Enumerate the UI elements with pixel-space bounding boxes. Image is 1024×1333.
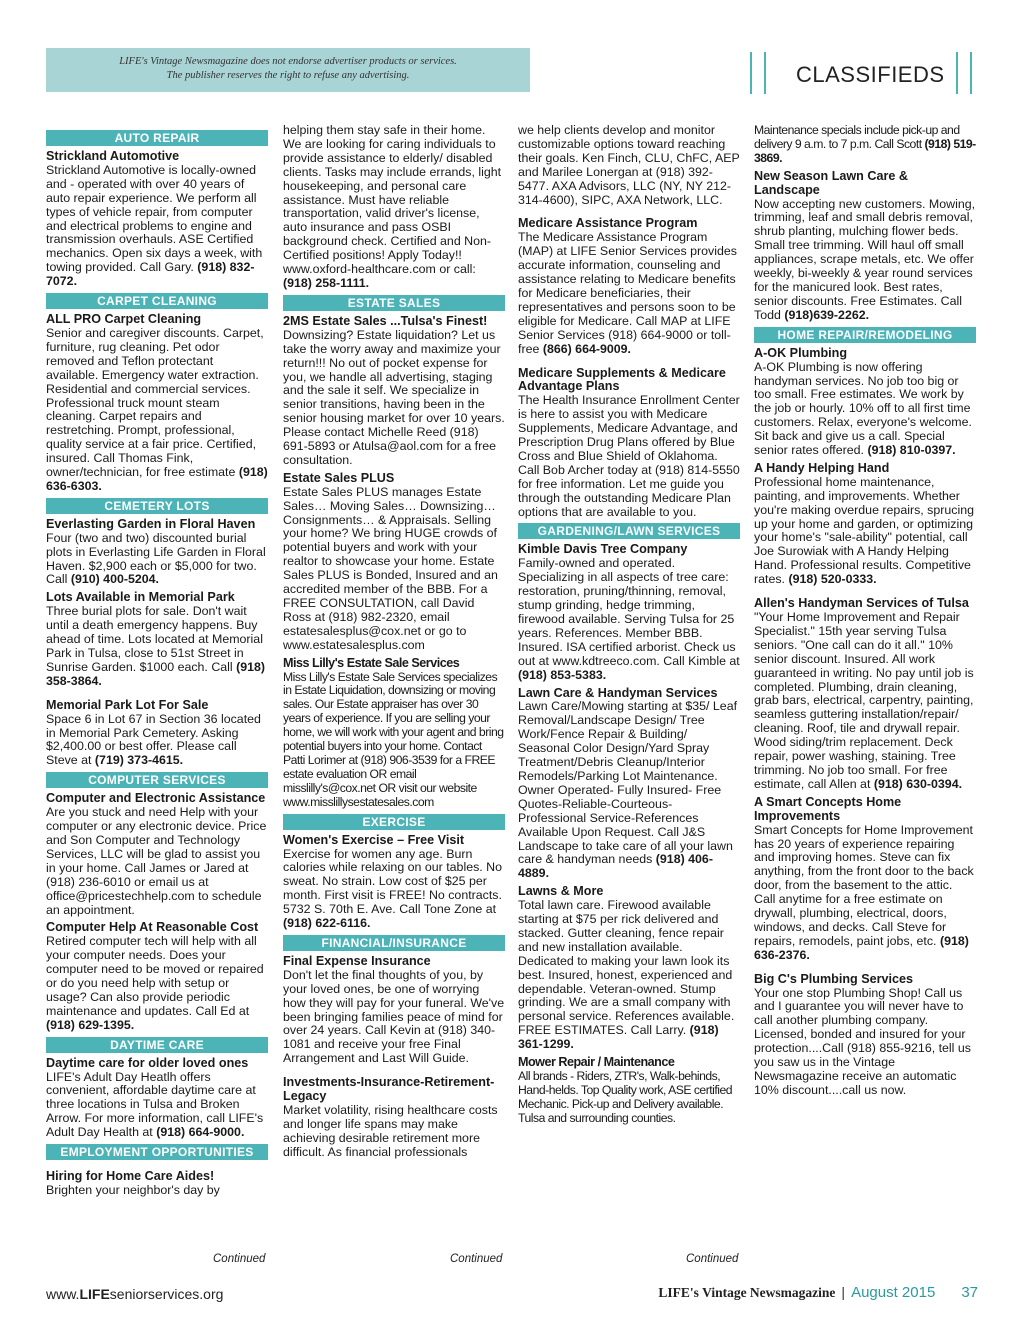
classified-ad [46, 699, 268, 769]
ad-title: A-OK Plumbing [754, 345, 848, 360]
ad-title: New Season Lawn Care & Landscape [754, 168, 908, 197]
footer-info [658, 1284, 978, 1301]
disclaimer-box [46, 48, 530, 92]
classified-ad [283, 657, 505, 810]
ad-phone: (918) 520-0333. [788, 572, 877, 587]
ad-body: Lawn Care/Mowing starting at $35/ Leaf Removal/Landscape Design/ Tree Work/Fence Repair & Building/ Seasonal Color Design/Yard Spray Treatment/Debris Cleanup/Interior Remodels/Parking Lot Maintenance. Owner Operated- Fully Insured- Free Quotes-Reliable-Courteous-Professional Service-References Available Upon Request. Call J&S Landscape to take care of all your lawn care & handyman needs [518, 699, 738, 867]
section-title-block [750, 52, 980, 94]
ad-title: Kimble Davis Tree Company [518, 542, 688, 557]
ad-title: Women's Exercise – Free Visit [283, 832, 465, 847]
category-header: FINANCIAL/INSURANCE [283, 935, 505, 951]
classified-ad [518, 885, 740, 1052]
footer-date: August 2015 [851, 1284, 936, 1301]
footer-magazine-name: LIFE's Vintage Newsmagazine [658, 1285, 836, 1300]
ad-title: Medicare Assistance Program [518, 216, 698, 231]
ad-body: Are you stuck and need Help with your computer or any electronic device. Price and Son Computer and Technology Services, LLC will be glad to assist you in your home. Call James or Jared at (918) 236-6010 or email us at office@pricestechhelp.com to schedule an appointment. [46, 805, 267, 917]
ad-title: Hiring for Home Care Aides! [46, 1169, 215, 1184]
ad-phone: (918) 406-4889. [518, 852, 713, 881]
ad-body: Four (two and two) discounted burial plots in Everlasting Life Garden in Floral Haven. $2,900 each or $5,000 for two. Call [46, 530, 266, 587]
ad-title: Mower Repair / Maintenance [518, 1055, 675, 1070]
classified-column-4 [754, 124, 976, 1102]
category-header: CEMETERY LOTS [46, 498, 268, 514]
ad-phone: (918) 810-0397. [867, 443, 956, 458]
classified-ad [283, 834, 505, 931]
classified-ad [518, 217, 740, 356]
ad-title: A Handy Helping Hand [754, 460, 890, 475]
ad-body: Estate Sales PLUS manages Estate Sales… Moving Sales… Downsizing… Consignments… & Appraisals. Selling your home? We bring HUGE crowds of potential buyers and work with your realtor to showcase your home. Estate Sales PLUS is Bonded, Insured and an accredited member of the BBB. For a FREE CONSULTATION, call David Ross at (918) 982-2320, email estatesalesplus@cox.net or go to www.estatesalesplus.com [283, 484, 498, 652]
ad-title: Strickland Automotive [46, 149, 180, 163]
ad-body: Miss Lilly's Estate Sale Services specializes in Estate Liquidation, downsizing or moving sales. Our Estate appraiser has over 30 years of experience. If you are selling your home, we will work with your agent and bring potential buyers into your home. Contact Patti Lorimer at (918) 906-3539 for a FREE estate evaluation OR email misslilly's@cox.net OR visit our website www.misslillysestatesales.com [283, 669, 504, 809]
ad-body: Space 6 in Lot 67 in Section 36 located in Memorial Park Cemetery. Asking $2,400.00 or best offer. Please call Steve at [46, 711, 261, 768]
ad-body: Exercise for women any age. Burn calories while relaxing on our tables. No sweat. No strain. Low cost of $25 per month. First visit is FREE! No contracts. 5732 S. 70th E. Ave. Call Tone Zone at [283, 846, 503, 917]
classified-ad [46, 518, 268, 588]
ad-title: Estate Sales PLUS [283, 470, 395, 485]
classified-ad [46, 1170, 268, 1198]
disclaimer-line-1: LIFE's Vintage Newsmagazine does not endorse advertiser products or services. [119, 56, 457, 67]
classified-ad [518, 543, 740, 682]
ad-title: Miss Lilly's Estate Sale Services [283, 655, 460, 670]
classified-ad [518, 687, 740, 882]
classified-column-1 [46, 124, 268, 1202]
disclaimer-line-2: The publisher reserves the right to refuse any advertising. [166, 70, 410, 81]
category-header: AUTO REPAIR [46, 130, 268, 146]
footer-website[interactable] [46, 1286, 223, 1302]
ad-title: Daytime care for older loved ones [46, 1055, 249, 1070]
ad-body: Three burial plots for sale. Don't wait until a death emergency happens. Buy ahead of time. Lots located at Memorial Park in Tulsa, close to 51st Street in Sunrise Garden. $1000 each. Call [46, 604, 263, 674]
ad-body: LIFE's Adult Day Heatlh offers convenient, affordable daytime care at three locations in Tulsa and Broken Arrow. For more information, call LIFE's Adult Day Health at [46, 1069, 264, 1140]
ad-body: Maintenance specials include pick-up and delivery 9 a.m. to 7 p.m. Call Scott [754, 123, 960, 151]
ad-body: Smart Concepts for Home Improvement has 20 years of experience repairing and improving homes. Steve can fix anything, from the front door to the back door, from the basement to the attic. Call anytime for a free estimate on drywall, plumbing, electrical, doors, windows, and decks. Call Steve for repairs, remodels, paint jobs, etc. [754, 822, 974, 948]
category-header: DAYTIME CARE [46, 1037, 268, 1053]
ad-phone: (910) 400-5204. [70, 572, 159, 587]
ad-phone: (719) 373-4615. [94, 753, 184, 768]
ad-phone: (918) 664-9000. [156, 1125, 245, 1140]
classified-ad [754, 973, 976, 1098]
classified-ad [518, 124, 740, 207]
category-header: GARDENING/LAWN SERVICES [518, 523, 740, 539]
ad-phone: (918) 630-0394. [873, 776, 963, 791]
ad-body: Total lawn care. Firewood available starting at $75 per rick delivered and stacked. Gutter cleaning, fence repair and new installation available. Dedicated to making your lawn look its best. Insured, honest, experienced and dependable. Veteran-owned. Stump grinding. We are a small company with personal service. References available. FREE ESTIMATES. Call Larry. [518, 898, 735, 1038]
footer-url-suffix: seniorservices.org [109, 1286, 224, 1302]
ad-body: A-OK Plumbing is now offering handyman services. No job too big or too small. Free estimates. We work by the job or hourly. 10% off to all first time customers. Relax, everyone's welcome. Sit back and give us a call. Special senior rates offered. [754, 359, 972, 458]
ad-phone: (918) 832-7072. [46, 260, 255, 289]
ad-phone: (918) 258-1111. [283, 275, 370, 290]
ad-title: 2MS Estate Sales ...Tulsa's Finest! [283, 313, 488, 328]
category-header: EMPLOYMENT OPPORTUNITIES [46, 1144, 268, 1160]
ad-body: Professional home maintenance, painting, and improvements. Whether you're making overdue repairs, sprucing up your home and garden, or optimizing your home's "sale-ability" potential, call Joe Surowiak with A Handy Helping Hand. Professional results. Competitive rates. [754, 474, 975, 587]
ad-title: Lots Available in Memorial Park [46, 590, 235, 605]
footer-url-bold: LIFE [79, 1286, 110, 1302]
ad-body: helping them stay safe in their home. We are looking for caring individuals to provide assistance to elderly/ disabled clients. Tasks may include errands, light housekeeping, and personal care assistance. Must have reliable transportation, valid driver's license, auto insurance and pass OSBI background check. Certified and Non-Certified positions! Apply Today!! www.oxford-healthcare.com or call: [283, 123, 502, 277]
category-header: EXERCISE [283, 814, 505, 830]
ad-body: Strickland Automotive is locally-owned and - operated with over 40 years of auto repair experience. We perform all types of vehicle repair, from computer and electrical problems to engine and transmission overhauls. ASE Certified mechanics. Open six days a week, with towing provided. Call Gary. [46, 162, 263, 275]
ad-title: Allen's Handyman Services of Tulsa [754, 596, 969, 611]
classified-ad [46, 792, 268, 917]
ad-title: Final Expense Insurance [283, 953, 431, 968]
ad-phone: (918) 361-1299. [518, 1023, 719, 1052]
category-header: HOME REPAIR/REMODELING [754, 327, 976, 343]
ad-body: we help clients develop and monitor customizable options toward reaching their goals. Ken Finch, CLU, ChFC, AEP and Marilee Lonergan at (918) 392-5477. AXA Advisors, LLC (NY, NY 212-314-4600), SIPC, AXA Network, LLC. [518, 123, 740, 207]
divider-bar-icon [750, 52, 752, 94]
ad-phone: (918) 636-2376. [754, 933, 969, 962]
continued-label: Continued [450, 1253, 503, 1265]
ad-body: The Health Insurance Enrollment Center is here to assist you with Medicare Supplements, Medicare Advantage, and Prescription Drug Plans offered by Blue Cross and Blue Shield of Oklahoma. Call Bob Archer today at (918) 814-5550 for free information. Let me guide you through the outstanding Medicare Plan options that are available to you. [518, 393, 740, 519]
classified-column-3 [518, 124, 740, 1130]
ad-body: Retired computer tech will help with all your computer needs. Does your computer need to be moved or repaired or do you need help with setup or usage? Can also provide periodic maintenance and updates. Call Ed at [46, 934, 264, 1018]
classified-ad [283, 1076, 505, 1159]
category-header: CARPET CLEANING [46, 293, 268, 309]
classified-ad [754, 124, 976, 166]
continued-label: Continued [213, 1253, 266, 1265]
ad-title: ALL PRO Carpet Cleaning [46, 312, 202, 327]
classified-ad [518, 1056, 740, 1126]
divider-bar-icon [970, 52, 972, 94]
classified-ad [518, 367, 740, 520]
classified-ad [283, 315, 505, 468]
ad-body: "Your Home Improvement and Repair Specialist." 15th year serving Tulsa seniors. "One call can do it all." 10% senior discount. Insured. All work guaranteed in writing. No pay until job is completed. Plumbing, drain cleaning, grab bars, electrical, carpentry, painting, seamless guttering installation/repair/ cleaning. Roof, tile and drywall repair. Wood siding/trim replacement. Deck repair, power washing, staining. Tree trimming. No job too small. For free estimate, call Allen at [754, 610, 974, 791]
section-title: CLASSIFIEDS [796, 62, 945, 87]
ad-body: Your one stop Plumbing Shop! Call us and I guarantee you will never have to call another plumbing company. Licensed, bonded and insured for your protection....Call (918) 855-9216, tell us you saw us in the Vintage Newsmagazine receive an automatic 10% discount....call us now. [754, 985, 971, 1097]
ad-title: Investments-Insurance-Retirement-Legacy [283, 1075, 495, 1104]
category-header: COMPUTER SERVICES [46, 772, 268, 788]
ad-body: Downsizing? Estate liquidation? Let us take the worry away and maximize your return!!! No out of pocket expense for you, we handle all advertising, staging and the sale it self. We specialize in senior transitions, having been in the senior housing market for over 10 years. Please contact Michelle Reed (918) 691-5893 or Atulsa@aol.com for a free consultation. [283, 327, 505, 467]
ad-phone: (918) 853-5383. [518, 667, 607, 682]
divider-bar-icon [764, 52, 766, 94]
ad-title: Lawns & More [518, 884, 604, 899]
ad-phone: (918)639-2262. [784, 307, 870, 322]
classified-ad [46, 313, 268, 494]
classified-ad [754, 796, 976, 963]
classified-ad [46, 150, 268, 289]
ad-body: Market volatility, rising healthcare costs and longer life spans may make achieving desirable retirement more difficult. As financial professionals [283, 1103, 498, 1159]
ad-phone: (918) 519-3869. [754, 136, 976, 165]
ad-phone: (918) 622-6116. [283, 916, 371, 931]
ad-phone: (918) 636-6303. [46, 465, 268, 493]
ad-title: Lawn Care & Handyman Services [518, 685, 718, 700]
ad-phone: (866) 664-9009. [542, 341, 631, 356]
page-number: 37 [961, 1284, 978, 1301]
classified-ad [754, 462, 976, 587]
ad-title: Medicare Supplements & Medicare Advantage Plans [518, 365, 726, 394]
ad-body: Family-owned and operated. Specializing in all aspects of tree care: restoration, pruning/thinning, removal, stump grinding, hedge trimming, firewood available. Serving Tulsa for 25 years. References. Member BBB. Insured. ISA certified arborist. Check us out at www.kdtreeco.com. Call Kimble at [518, 556, 740, 668]
ad-title: Everlasting Garden in Floral Haven [46, 516, 256, 531]
ad-title: Computer Help At Reasonable Cost [46, 920, 259, 935]
divider-bar-icon [956, 52, 958, 94]
classified-ad [754, 347, 976, 458]
classified-ad [283, 124, 505, 291]
footer-separator: | [841, 1284, 846, 1300]
classified-ad [283, 955, 505, 1066]
classified-ad [46, 921, 268, 1032]
ad-title: A Smart Concepts Home Improvements [754, 794, 902, 823]
classified-ad [754, 597, 976, 792]
ad-body: Don't let the final thoughts of you, by your loved ones, be one of worrying how they will pay for your funeral. We've been bringing families peace of mind for over 24 years. Call Kevin at (918) 340-1081 and receive your free Final Arrangement and Last Will Guide. [283, 967, 505, 1066]
continued-label: Continued [686, 1253, 739, 1265]
classified-column-2 [283, 124, 505, 1164]
ad-body: Brighten your neighbor's day by [46, 1183, 220, 1197]
ad-title: Memorial Park Lot For Sale [46, 697, 209, 712]
footer-url-prefix: www. [46, 1286, 80, 1302]
ad-phone: (918) 629-1395. [46, 1017, 135, 1032]
ad-body: All brands - Riders, ZTR's, Walk-behinds, Hand-helds. Top Quality work, ASE certified Mechanic. Pick-up and Delivery available. Tulsa and surrounding counties. [518, 1069, 733, 1125]
classified-ad [283, 472, 505, 653]
ad-title: Computer and Electronic Assistance [46, 791, 266, 806]
classified-ad [46, 1057, 268, 1140]
ad-title: Big C's Plumbing Services [754, 971, 914, 986]
classified-ad [46, 591, 268, 688]
ad-phone: (918) 358-3864. [46, 659, 266, 688]
category-header: ESTATE SALES [283, 295, 505, 311]
ad-body: Senior and caregiver discounts. Carpet, furniture, rug cleaning. Pet odor removed and Teflon protectant available. Emergency water extraction. Residential and commercial services. Professional truck mount steam cleaning. Carpet repairs and restretching. Prompt, professional, quality service at a fair price. Certified, insured. Call Thomas Fink, owner/technician, for free estimate [46, 325, 264, 480]
classified-ad [754, 170, 976, 323]
ad-body: The Medicare Assistance Program (MAP) at LIFE Senior Services provides accurate information, counseling and assistance relating to Medicare benefits for Medicare beneficiaries, their representatives and persons soon to be eligible for Medicare. Call MAP at LIFE Senior Services (918) 664-9000 or toll-free [518, 230, 737, 356]
ad-body: Now accepting new customers. Mowing, trimming, leaf and small debris removal, shrub planting, mulching flower beds. Small tree trimming. Will haul off small appliances, scrape metals, etc. We offer weekly, bi-weekly & year round services for the manicured look. Best rates, senior discounts. Free Estimates. Call Todd [754, 196, 976, 322]
